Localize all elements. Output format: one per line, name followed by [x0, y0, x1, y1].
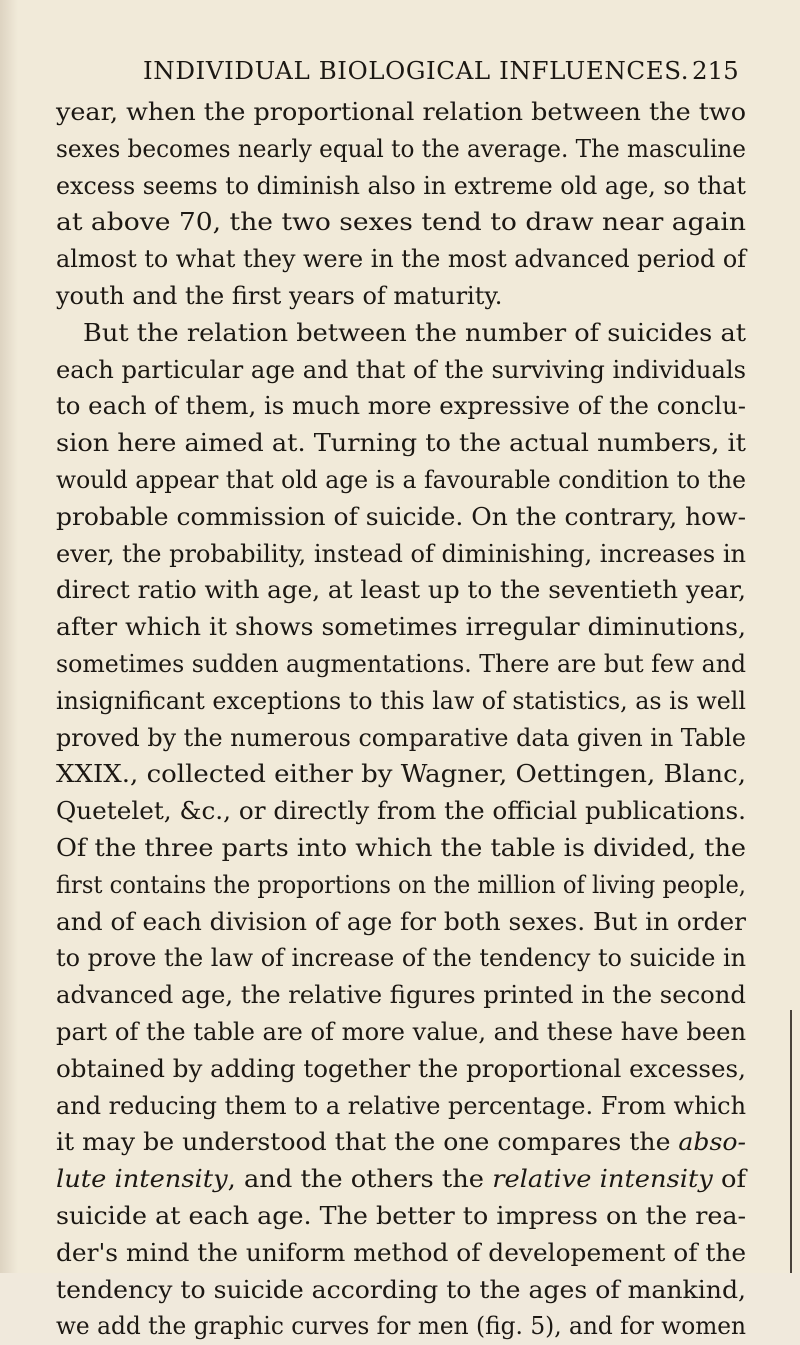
text-segment: , and the others the — [227, 1165, 493, 1194]
text-line — [56, 352, 746, 389]
text-line-content: at above 70, the two sexes tend to draw near again — [56, 208, 746, 237]
text-line — [56, 830, 746, 867]
text-line — [56, 1161, 746, 1198]
italic-text: lute intensity — [56, 1165, 228, 1194]
text-line — [56, 278, 746, 315]
text-line-content: part of the table are of more value, and these have been — [56, 1017, 747, 1046]
text-line-content: tendency to suicide according to the ages of mankind, — [56, 1275, 747, 1304]
text-line — [56, 1235, 746, 1272]
text-line — [56, 720, 746, 757]
running-head — [0, 40, 800, 84]
text-line-content: after which it shows sometimes irregular diminutions, — [56, 613, 747, 642]
text-line-content: obtained by adding together the proportional excesses, — [56, 1054, 746, 1083]
text-line-content: Of the three parts into which the table is divided, the — [56, 833, 746, 862]
text-line — [56, 425, 746, 462]
text-line-content: excess seems to diminish also in extreme old age, so that — [56, 171, 746, 200]
text-line-content: sion here aimed at. Turning to the actual numbers, it — [56, 429, 746, 458]
text-line-content — [56, 1124, 746, 1161]
text-line — [56, 977, 746, 1014]
text-line-content: would appear that old age is a favourable condition to the — [56, 465, 746, 494]
text-line — [56, 904, 746, 941]
text-line — [56, 756, 746, 793]
text-line — [56, 867, 746, 904]
text-line — [56, 499, 746, 536]
text-line — [56, 1088, 746, 1125]
running-title: INDIVIDUAL BIOLOGICAL INFLUENCES. — [143, 56, 690, 85]
body-text — [56, 94, 746, 1345]
text-line-content: But the relation between the number of suicides at — [83, 318, 747, 347]
text-line-content: and of each division of age for both sexes. But in order — [56, 907, 747, 936]
text-line — [56, 1272, 746, 1309]
text-line — [56, 1124, 746, 1161]
text-line — [56, 241, 746, 278]
text-line — [56, 1198, 746, 1235]
text-line-content: each particular age and that of the surviving individuals — [56, 355, 747, 384]
text-line-content: we add the graphic curves for men (fig. 5), and for women — [56, 1312, 747, 1341]
text-line-content: XXIX., collected either by Wagner, Oettingen, Blanc, — [56, 760, 746, 789]
text-line — [56, 1308, 746, 1345]
text-line-content: direct ratio with age, at least up to the seventieth year, — [56, 576, 747, 605]
text-line-content: Quetelet, &c., or directly from the official publications. — [56, 797, 747, 826]
text-line — [56, 536, 746, 573]
page-number: 215 — [692, 56, 739, 85]
italic-text: abso- — [678, 1128, 747, 1157]
text-line — [56, 572, 746, 609]
page-edge-line — [790, 1010, 792, 1273]
text-line-content: almost to what they were in the most advanced period of — [56, 245, 747, 274]
text-line-content: year, when the proportional relation between the two — [56, 98, 747, 126]
text-line — [56, 462, 746, 499]
text-line — [56, 646, 746, 683]
text-line-content: probable commission of suicide. On the contrary, how- — [56, 502, 747, 531]
text-line-content: to each of them, is much more expressive of the conclu- — [56, 392, 746, 421]
text-line — [56, 131, 746, 168]
text-segment: it may be understood that the one compares the — [56, 1128, 679, 1157]
italic-text: relative intensity — [492, 1165, 713, 1194]
text-line-content: sometimes sudden augmentations. There are but few and — [56, 649, 747, 678]
text-line-content: proved by the numerous comparative data given in Table — [56, 723, 746, 752]
text-line — [56, 609, 746, 646]
text-segment: of — [712, 1165, 746, 1194]
text-line — [56, 1014, 746, 1051]
text-line-content: insignificant exceptions to this law of statistics, as is well — [56, 686, 746, 715]
text-line-content — [56, 1161, 746, 1198]
page-gutter-shadow — [0, 0, 18, 1273]
text-line — [56, 204, 746, 241]
text-line-content: sexes becomes nearly equal to the average. The masculine — [56, 134, 746, 163]
text-line — [56, 683, 746, 720]
text-line — [56, 940, 746, 977]
text-line-content: to prove the law of increase of the tendency to suicide in — [56, 944, 746, 973]
text-line-content: advanced age, the relative figures printed in the second — [56, 981, 746, 1010]
text-line — [56, 1051, 746, 1088]
text-line-content: first contains the proportions on the million of living people, — [56, 870, 746, 899]
text-line — [56, 793, 746, 830]
text-line — [56, 168, 746, 205]
text-line — [56, 388, 746, 425]
text-line — [56, 315, 746, 352]
text-line — [56, 94, 746, 131]
text-line-content: youth and the first years of maturity. — [56, 281, 503, 310]
text-line-content: der's mind the uniform method of developement of the — [56, 1238, 747, 1267]
text-line-content: ever, the probability, instead of diminishing, increases in — [56, 539, 747, 568]
text-line-content: suicide at each age. The better to impress on the rea- — [56, 1201, 747, 1230]
text-line-content: and reducing them to a relative percentage. From which — [56, 1091, 747, 1120]
